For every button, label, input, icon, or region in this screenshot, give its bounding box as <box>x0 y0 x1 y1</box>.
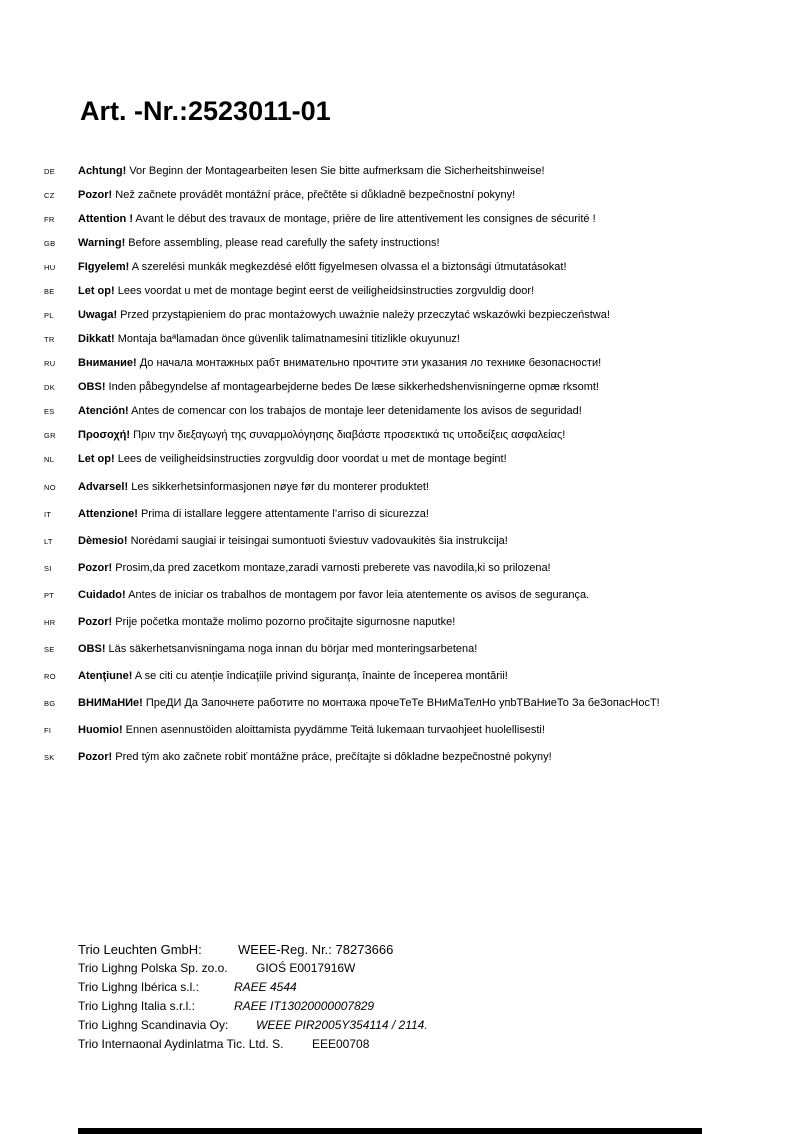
warning-row <box>44 616 778 629</box>
warning-row <box>44 535 778 548</box>
warning-body: A szerelési munkák megkezdésé előtt figyelmesen olvassa el a biztonsági útmutatásokat! <box>129 261 567 273</box>
warning-text <box>78 333 460 346</box>
warning-row <box>44 309 778 322</box>
warning-text <box>78 261 567 274</box>
warning-body: Przed przystąpieniem do prac montażowych uważnie należy przeczytać wskazówki bezpieczeństwa! <box>117 309 610 321</box>
warning-body: ПреДИ Да Започнете работите по монтажа прочеТеТе ВНиМаТелНо упbТВаНиеТо За беЗопасНосТ! <box>142 697 660 709</box>
footer-line <box>78 959 428 978</box>
warning-row <box>44 670 778 683</box>
language-code: IT <box>44 510 52 519</box>
warning-row <box>44 381 778 394</box>
warning-text <box>78 697 660 710</box>
warning-keyword: OBS! <box>78 381 106 393</box>
company-name: Trio Lighng Scandinavia Oy: <box>78 1018 229 1032</box>
warning-text <box>78 381 599 394</box>
warning-text <box>78 508 429 521</box>
language-code: HU <box>44 263 56 272</box>
warning-keyword: Huomio! <box>78 724 123 736</box>
language-code: TR <box>44 335 55 344</box>
language-code: FI <box>44 726 52 735</box>
company-name: Trio Leuchten GmbH: <box>78 942 202 957</box>
warning-row <box>44 213 778 226</box>
language-code: NO <box>44 483 56 492</box>
warning-text <box>78 237 440 250</box>
warning-keyword: Cuidado! <box>78 589 126 601</box>
warning-body: Montaja baªlamadan önce güvenlik talimatnamesini titizlikle okuyunuz! <box>114 333 460 345</box>
warning-keyword: Προσοχή! <box>78 429 131 441</box>
language-code: HR <box>44 618 56 627</box>
footer-line <box>78 1016 428 1035</box>
warning-row <box>44 481 778 494</box>
language-code: GR <box>44 431 56 440</box>
language-code: PL <box>44 311 54 320</box>
warning-row <box>44 165 778 178</box>
warning-row <box>44 285 778 298</box>
warning-keyword: Uwaga! <box>78 309 118 321</box>
warning-keyword: Dikkat! <box>78 333 115 345</box>
warning-body: Inden påbegyndelse af montagearbejderne bedes De læse sikkerhedshenvisningerne opmæ rksomt! <box>105 381 599 393</box>
warning-keyword: Achtung! <box>78 165 127 177</box>
company-name: Trio Lighng Ibérica s.l.: <box>78 980 199 994</box>
warning-text <box>78 285 534 298</box>
warning-row <box>44 697 778 710</box>
warning-row <box>44 724 778 737</box>
warning-text <box>78 481 429 494</box>
warning-row <box>44 562 778 575</box>
warning-keyword: Attention ! <box>78 213 133 225</box>
warning-body: Prije početka montaže molimo pozorno pročitajte sigurnosne naputke! <box>112 616 456 628</box>
warning-body: Läs säkerhetsanvisningama noga innan du börjar med monteringsarbetena! <box>105 643 478 655</box>
warning-body: Lees de veiligheidsinstructies zorgvuldig door voordat u met de montage begint! <box>114 453 507 465</box>
language-code: ES <box>44 407 55 416</box>
warning-text <box>78 562 551 575</box>
language-code: BE <box>44 287 55 296</box>
warning-body: До начала монтажных рабт внимательно прочтите эти указания ло технике безопасности! <box>136 357 602 369</box>
warning-body: Antes de iniciar os trabalhos de montagem por favor leia atentemente os avisos de segurança. <box>125 589 590 601</box>
warning-keyword: Pozor! <box>78 616 113 628</box>
bottom-page-bar <box>78 1128 702 1134</box>
warning-text <box>78 589 589 602</box>
warning-keyword: Pozor! <box>78 751 113 763</box>
language-code: CZ <box>44 191 55 200</box>
language-code: BG <box>44 699 56 708</box>
registration-number: WEEE-Reg. Nr.: 78273666 <box>238 942 394 957</box>
registration-number: EEE00708 <box>312 1037 370 1051</box>
warning-keyword: Advarsel! <box>78 481 129 493</box>
warning-body: A se citi cu atenţie îndicaţiile privind siguranţa, înainte de începerea montării! <box>132 670 508 682</box>
warning-text <box>78 616 455 629</box>
warning-keyword: Pozor! <box>78 189 113 201</box>
registration-number: RAEE 4544 <box>234 980 297 994</box>
warning-text <box>78 189 515 202</box>
warning-keyword: Atención! <box>78 405 129 417</box>
warning-text <box>78 643 477 656</box>
warning-row <box>44 189 778 202</box>
language-code: SK <box>44 753 55 762</box>
warning-row <box>44 405 778 418</box>
warning-keyword: Dèmesio! <box>78 535 128 547</box>
company-name: Trio Internaonal Aydinlatma Tic. Ltd. S. <box>78 1037 284 1051</box>
language-code: GB <box>44 239 56 248</box>
language-code: DE <box>44 167 56 176</box>
warning-keyword: Внимание! <box>78 357 137 369</box>
language-code: LT <box>44 537 53 546</box>
warning-row <box>44 589 778 602</box>
language-code: SE <box>44 645 55 654</box>
warning-row <box>44 333 778 346</box>
registration-number: RAEE IT13020000007829 <box>234 999 375 1013</box>
warning-body: Antes de comencar con los trabajos de montaje leer detenidamente los avisos de seguridad! <box>128 405 582 417</box>
warning-body: Avant le début des travaux de montage, prière de lire attentivement les consignes de sécurité ! <box>132 213 596 225</box>
warning-body: Norėdami saugiai ir teisingai sumontuoti šviestuv vadovaukitės šia instrukcija! <box>127 535 508 547</box>
footer-line <box>78 940 428 959</box>
registration-number: GIOŚ E0017916W <box>256 961 356 975</box>
warning-text <box>78 429 565 442</box>
company-name: Trio Lighng Polska Sp. zo.o. <box>78 961 228 975</box>
warning-text <box>78 165 545 178</box>
registration-number: WEEE PIR2005Y354114 / 2114. <box>256 1018 428 1032</box>
warning-text <box>78 453 507 466</box>
warning-keyword: Let op! <box>78 285 115 297</box>
warning-body: Pred tým ako začnete robiť montážne práce, prečítajte si dôkladne bezpečnostné pokyny! <box>112 751 552 763</box>
warning-body: Vor Beginn der Montagearbeiten lesen Sie bitte aufmerksam die Sicherheitshinweise! <box>126 165 545 177</box>
footer-line <box>78 997 428 1016</box>
warnings-list <box>44 165 778 778</box>
warning-text <box>78 535 508 548</box>
warning-body: Les sikkerhetsinformasjonen nøye før du monterer produktet! <box>128 481 429 493</box>
warning-text <box>78 751 552 764</box>
warning-row <box>44 508 778 521</box>
warning-text <box>78 670 508 683</box>
warning-body: Πριν την διεξαγωγή της συναρμολόγησης διαβάστε προσεκτικά τις υποδείξεις ασφαλείας! <box>130 429 566 441</box>
warning-text <box>78 724 545 737</box>
warning-row <box>44 429 778 442</box>
warning-keyword: Warning! <box>78 237 126 249</box>
warning-text <box>78 213 596 226</box>
language-code: RO <box>44 672 56 681</box>
warning-keyword: Attenzione! <box>78 508 138 520</box>
language-code: RU <box>44 359 56 368</box>
warning-row <box>44 261 778 274</box>
warning-text <box>78 405 582 418</box>
warning-body: Before assembling, please read carefully the safety instructions! <box>125 237 440 249</box>
language-code: SI <box>44 564 52 573</box>
warning-keyword: Let op! <box>78 453 115 465</box>
warning-keyword: ВНИМаНИе! <box>78 697 143 709</box>
warning-keyword: Pozor! <box>78 562 113 574</box>
warning-body: Prima di istallare leggere attentamente l’arriso di sicurezza! <box>137 508 429 520</box>
warning-row <box>44 357 778 370</box>
warning-row <box>44 237 778 250</box>
language-code: DK <box>44 383 56 392</box>
warning-keyword: Atenţiune! <box>78 670 133 682</box>
warning-row <box>44 751 778 764</box>
manufacturer-registration-block <box>78 940 428 1054</box>
warning-body: Lees voordat u met de montage begint eerst de veiligheidsinstructies zorgvuldig door! <box>114 285 535 297</box>
warning-keyword: FIgyelem! <box>78 261 130 273</box>
warning-text <box>78 309 610 322</box>
warning-row <box>44 453 778 466</box>
company-name: Trio Lighng Italia s.r.l.: <box>78 999 195 1013</box>
language-code: FR <box>44 215 55 224</box>
warning-body: Než začnete provádět montážní práce, přečtěte si důkladně bezpečnostní pokyny! <box>112 189 516 201</box>
footer-line <box>78 978 428 997</box>
warning-keyword: OBS! <box>78 643 106 655</box>
footer-line <box>78 1035 428 1054</box>
page-title: Art. -Nr.:2523011-01 <box>80 96 331 127</box>
language-code: NL <box>44 455 55 464</box>
warning-row <box>44 643 778 656</box>
language-code: PT <box>44 591 55 600</box>
warning-body: Prosim,da pred zacetkom montaze,zaradi varnosti preberete vas navodila,ki so prilozena! <box>112 562 551 574</box>
warning-text <box>78 357 601 370</box>
warning-body: Ennen asennustöiden aloittamista pyydämme Teitä lukemaan turvaohjeet huolellisesti! <box>122 724 545 736</box>
